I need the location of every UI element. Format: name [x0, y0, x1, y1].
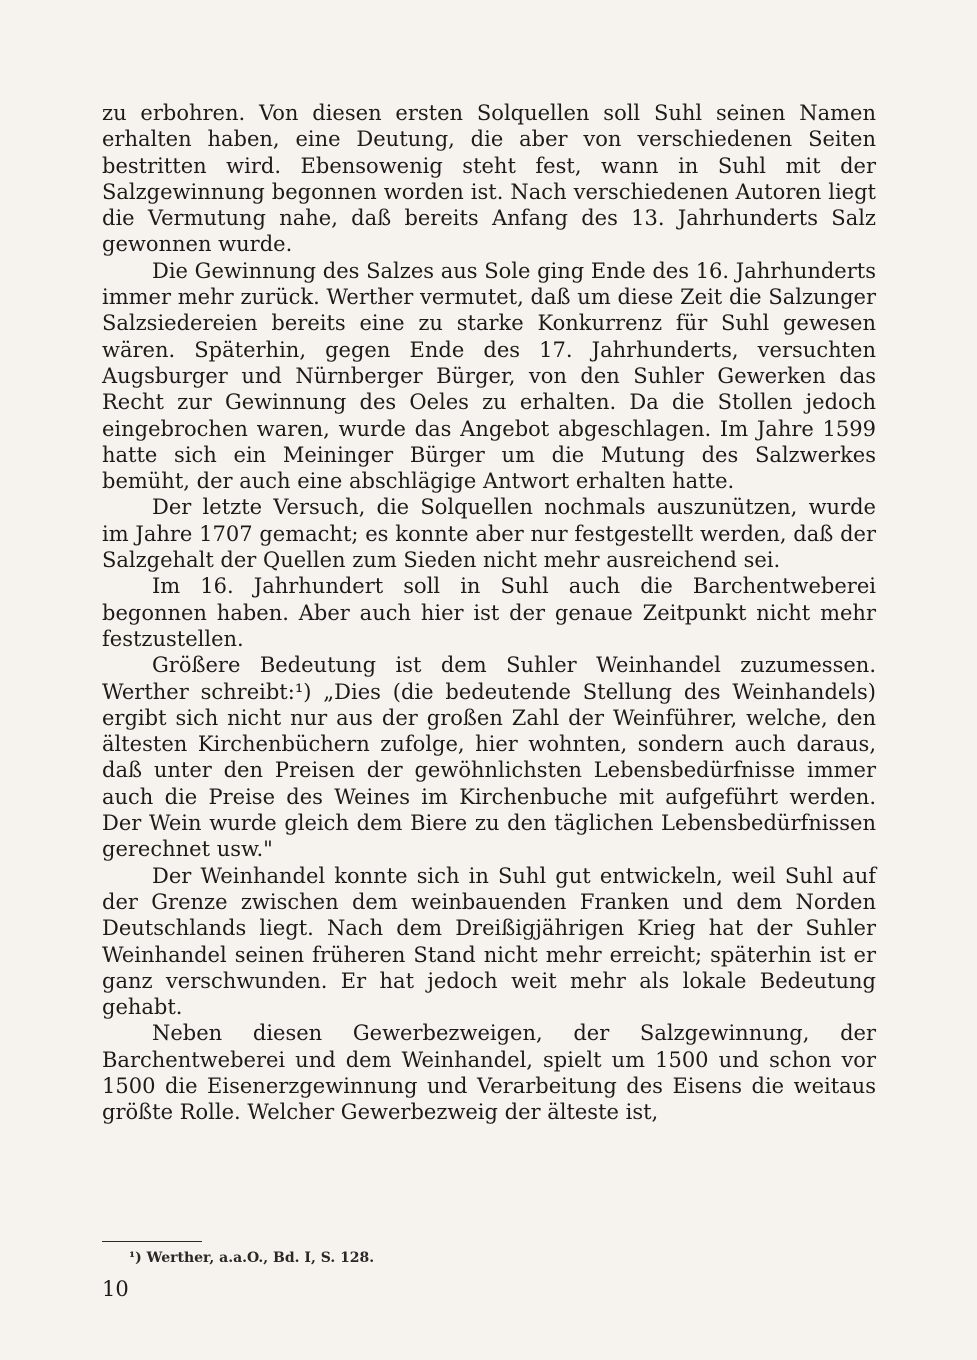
footnote: ¹) Werther, a.a.O., Bd. I, S. 128. [129, 1250, 375, 1266]
paragraph-1: zu erbohren. Von diesen ersten Solquellen soll Suhl seinen Namen erhalten haben, eine Deutung, die aber von verschiedenen Seiten bestritten wird. Ebensowenig steht fest, wann in Suhl mit der Salzgewinnung begonnen worden ist. Nach verschiedenen Autoren liegt die Vermutung nahe, daß bereits Anfang des 13. Jahrhunderts Salz gewonnen wurde. [102, 101, 876, 257]
paragraph-3: Der letzte Versuch, die Solquellen nochmals auszunützen, wurde im Jahre 1707 gemacht; es konnte aber nur festgestellt werden, daß der Salzgehalt der Quellen zum Sieden nicht mehr ausreichend sei. [102, 495, 876, 573]
paragraph-7: Neben diesen Gewerbezweigen, der Salzgewinnung, der Barchentweberei und dem Weinhandel, spielt um 1500 und schon vor 1500 die Eisenerzgewinnung und Verarbeitung des Eisens die weitaus größte Rolle. Welcher Gewerbezweig der älteste ist, [102, 1021, 876, 1125]
paragraph-5: Größere Bedeutung ist dem Suhler Weinhandel zuzumessen. Werther schreibt:¹) „Dies (die bedeutende Stellung des Weinhandels) ergibt sich nicht nur aus der großen Zahl der Weinführer, welche, den ältesten Kirchenbüchern zufolge, hier wohnten, sondern auch daraus, daß unter den Preisen der gewöhnlichsten Lebensbedürfnisse immer auch die Preise des Weines im Kirchenbuche mit aufgeführt werden. Der Wein wurde gleich dem Biere zu den täglichen Lebensbedürfnissen gerechnet usw." [102, 653, 876, 862]
page-number: 10 [102, 1277, 129, 1301]
body-text [102, 100, 876, 1126]
paragraph-2: Die Gewinnung des Salzes aus Sole ging Ende des 16. Jahrhunderts immer mehr zurück. Werther vermutet, daß um diese Zeit die Salzunger Salzsiedereien bereits eine zu starke Konkurrenz für Suhl gewesen wären. Späterhin, gegen Ende des 17. Jahrhunderts, versuchten Augsburger und Nürnberger Bürger, von den Suhler Gewerken das Recht zur Gewinnung des Oeles zu erhalten. Da die Stollen jedoch eingebrochen waren, wurde das Angebot abgeschlagen. Im Jahre 1599 hatte sich ein Meininger Bürger um die Mutung des Salzwerkes bemüht, der auch eine abschlägige Antwort erhalten hatte. [102, 258, 876, 494]
footnote-divider [102, 1241, 202, 1242]
paragraph-6: Der Weinhandel konnte sich in Suhl gut entwickeln, weil Suhl auf der Grenze zwischen dem weinbauenden Franken und dem Norden Deutschlands liegt. Nach dem Dreißigjährigen Krieg hat der Suhler Weinhandel seinen früheren Stand nicht mehr erreicht; späterhin ist er ganz verschwunden. Er hat jedoch weit mehr als lokale Bedeutung gehabt. [102, 863, 876, 1020]
paragraph-4: Im 16. Jahrhundert soll in Suhl auch die Barchentweberei begonnen haben. Aber auch hier ist der genaue Zeitpunkt nicht mehr festzustellen. [102, 574, 876, 651]
